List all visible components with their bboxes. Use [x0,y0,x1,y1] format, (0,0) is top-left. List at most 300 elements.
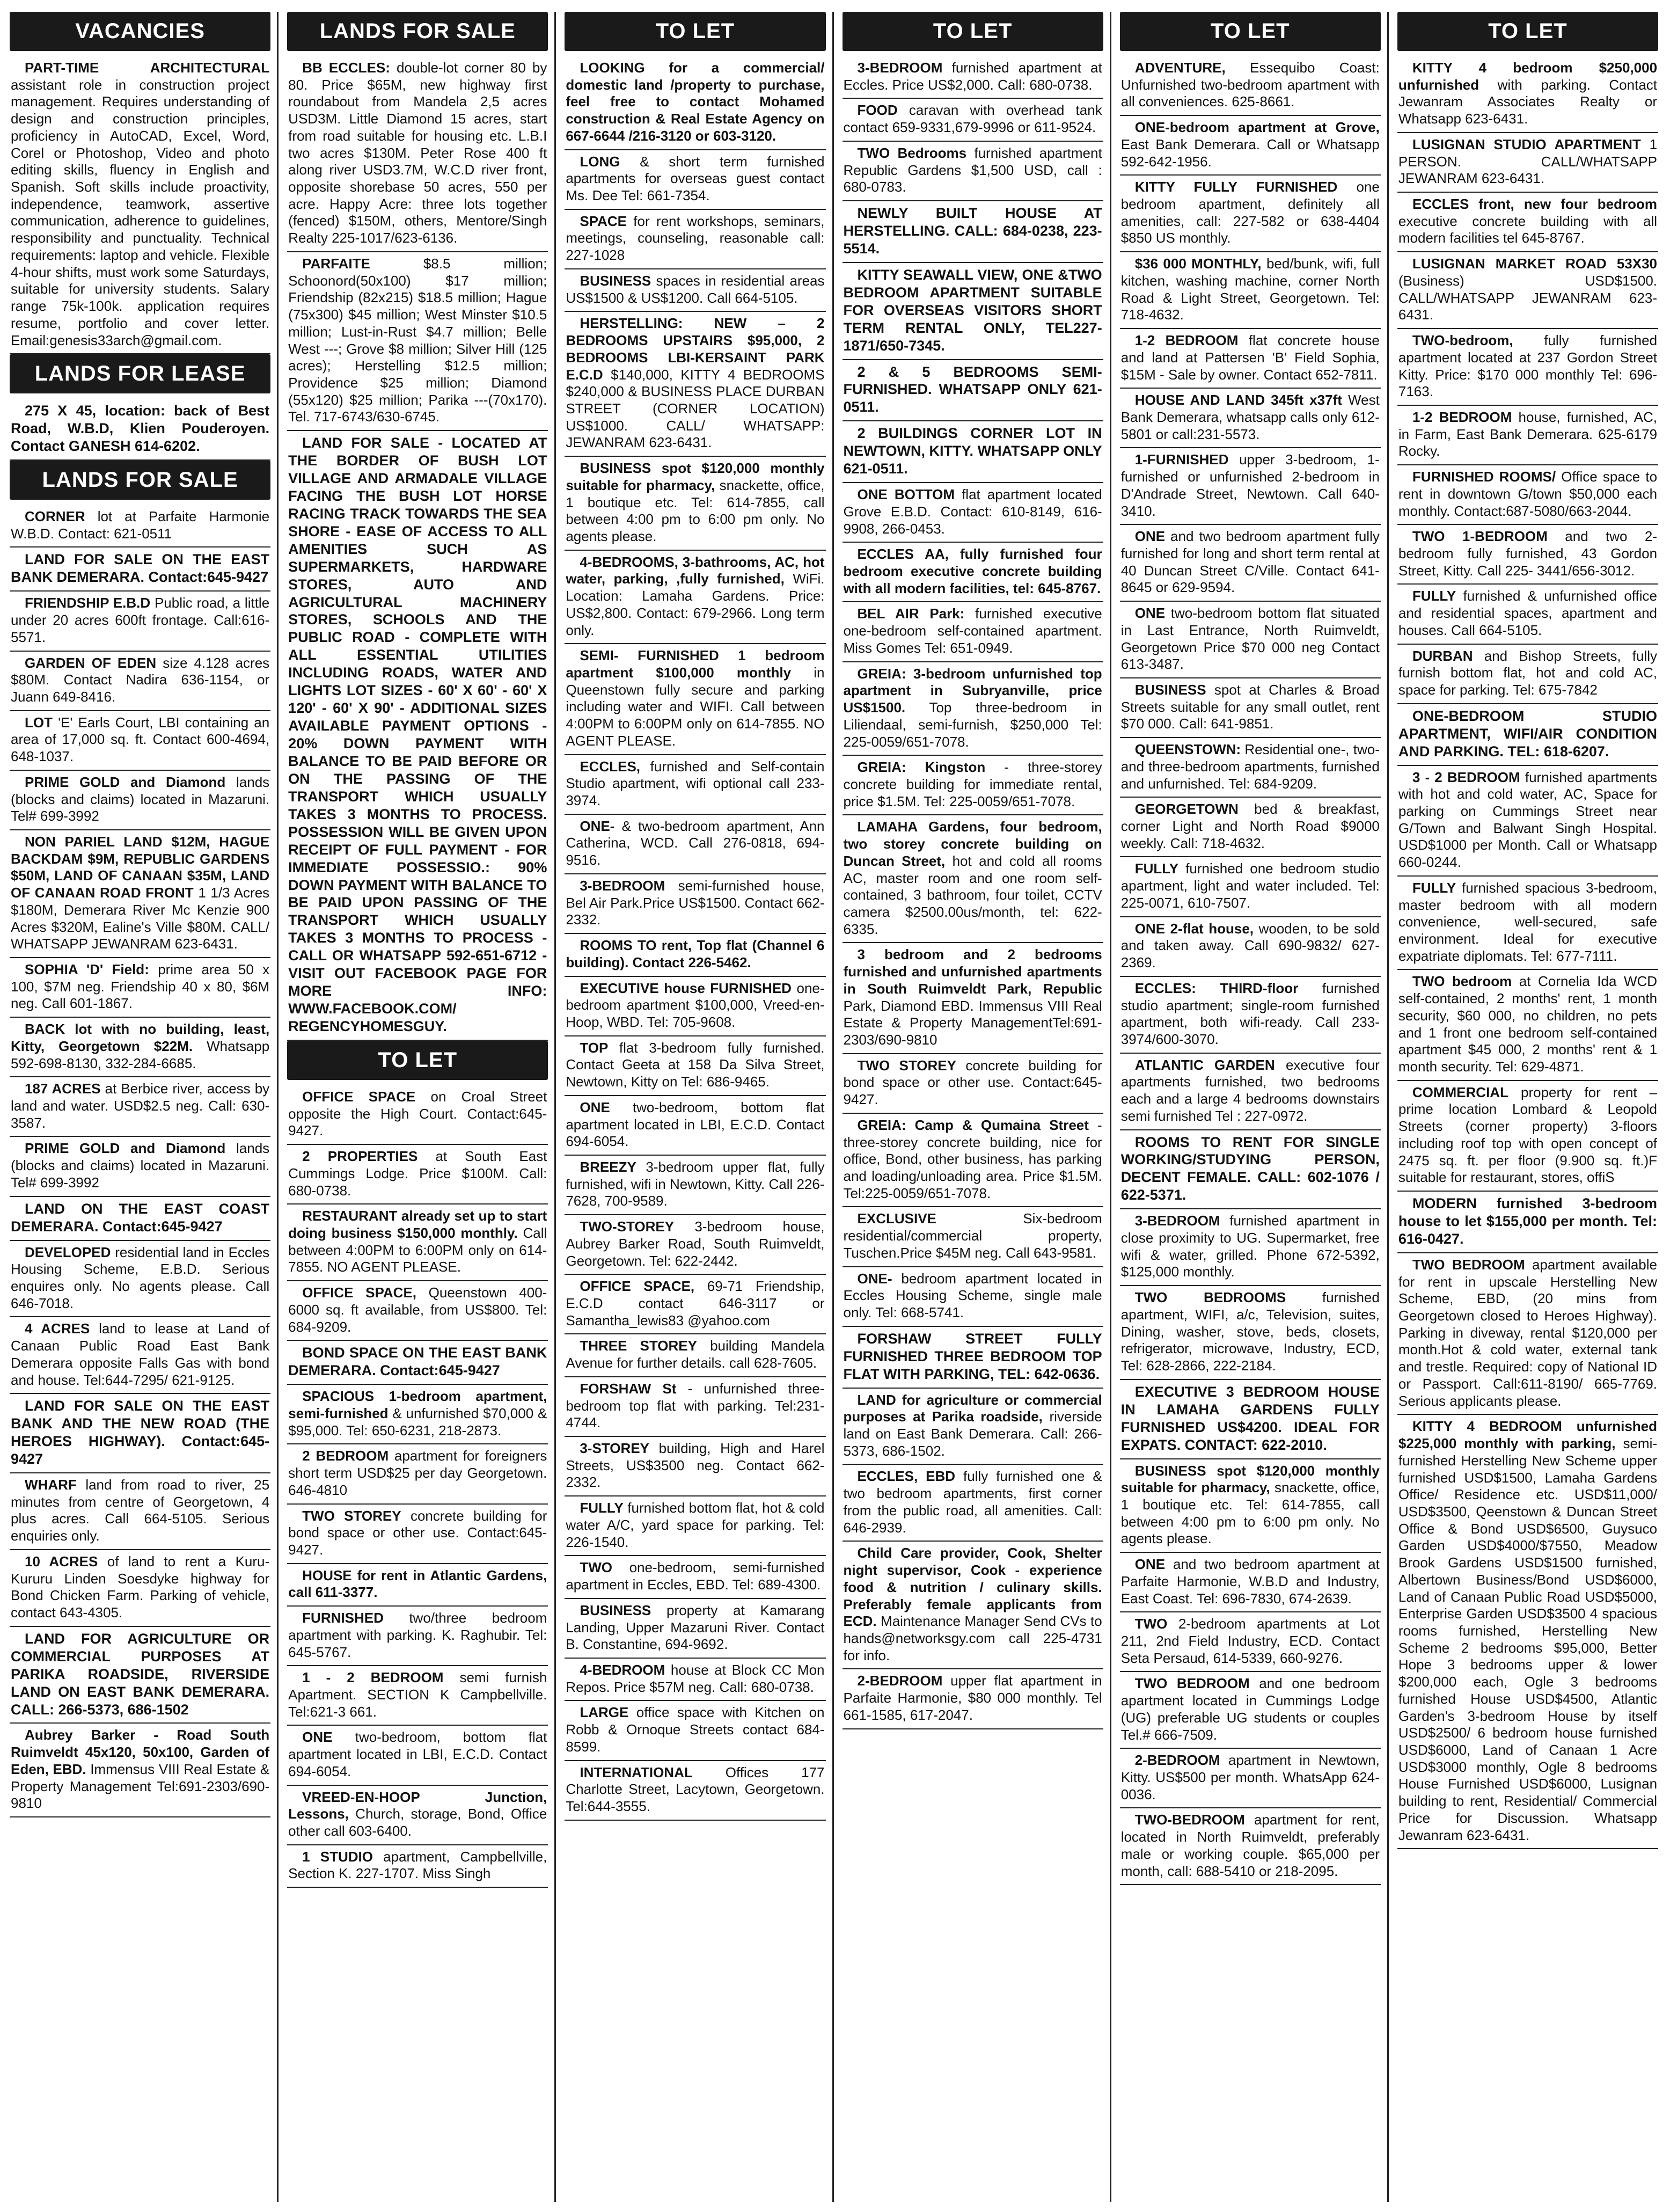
ad-body: furnished & unfurnished office and residential spaces, apartment and houses. Call 664-5105. [1398,588,1658,638]
ad-body: Six-bedroom residential/commercial property, Tuschen.Price $45M neg. Call 643-9581. [843,1210,1102,1261]
ad-body: fully furnished apartment located at 237 Gordon Street Kitty. Price: $170 000 monthly Tel: 696-7163. [1398,332,1658,400]
ad-lead: LAND for agriculture or commercial purposes at Parika roadside, [843,1391,1102,1425]
ad-body: lands (blocks and claims) located in Mazaruni. Tel# 699-3992 [11,773,270,824]
ad-body: - three-storey concrete building for immediate rental, price $1.5M. Tel: 225-0059/651-7078. [843,759,1102,809]
ad-lead: 1-2 BEDROOM [1412,408,1512,425]
ad-lead: SOPHIA 'D' Field: [25,961,149,977]
ad-body: double-lot corner 80 by 80. Price $65M, new highway first roundabout from Mandela 2,5 acres USD3M. Little Diamond 15 acres, start from road suitable for housing etc. L.B.I two acres $130M. Peter Rose 400 ft along river USD3.7M, W.C.D river front, opposite shorebase 50 acres, 550 per acre. Happy Acre: three lots together (fenced) $150M, others, Mentore/Singh Realty 225-1017/623-6136. [288,60,547,246]
classified-ad [287,1085,548,1145]
ad-body: 3-bedroom house, Aubrey Barker Road, South Ruimveldt, Georgetown. Tel: 622-2442. [566,1218,825,1269]
ad-body: one-bedroom, semi-furnished apartment in Eccles, EBD. Tel: 689-4300. [566,1559,825,1593]
ad-body: Essequibo Coast: Unfurnished two-bedroom apartment with all conveniences. 625-8661. [1120,60,1380,110]
ad-body: semi-furnished Herstelling New Scheme upper furnished USD$1500, Lamaha Gardens Office/ Residence etc. USD$11,000/ USD$3500, Qeenstown & Duncan Street Office & Bond USD$6500, Guysuco Garden USD$4000/$7550, Meadow Brook Gardens USD$1500 furnished, Albertown Business/Bond USD$6000, Land of Canaan Public Road USD$5000, Enterprise Garden USD$3500 4 spacious rooms furnished, Herstelling New Scheme 2 bedrooms $95,000, Better Hope 3 bedrooms upper & lower $200,000 each, Ogle 3 bedrooms furnished House USD$4500, Atlantic Garden's 3-bedroom House by itself USD$2500/ 6 bedroom house furnished USD$6000, Land of Canaan 1 Acre USD$3000 monthly, Ogle 8 bedrooms House Furnished USD$6000, Lusignan building to rent, Residential/ Commercial Price for Discussion. Whatsapp Jewanram 623-6431. [1398,1435,1658,1843]
classified-ad [287,1341,548,1385]
ad-body: Office space to rent in downtown G/town $50,000 each monthly. Contact:687-5080/663-2044. [1398,469,1658,519]
ad-body: furnished apartments with hot and cold water, AC, Space for parking on Cummings Street near G/Town and Balwant Singh Hospital. USD$1000 per Month. Call or Whatsapp 660-0244. [1398,769,1658,871]
classified-ad [1397,465,1658,525]
classified-ad [1120,176,1381,252]
classified-ad [1120,389,1381,448]
ad-lead: GREIA: 3-bedroom unfurnished top apartment in Subryanville, price US$1500. [843,665,1102,716]
ad-lead: OFFICE SPACE [302,1088,416,1105]
classified-ad [1397,766,1658,877]
ad-lead: DURBAN [1412,647,1473,664]
ad-lead: QUEENSTOWN: [1134,741,1241,758]
ad-lead: HOUSE for rent in Atlantic Gardens, call 611-3377. [288,1567,547,1601]
classified-ad [1120,525,1381,602]
ad-body: two-bedroom, bottom flat apartment located in LBI, E.C.D. Contact 694-6054. [566,1099,825,1150]
ad-lead: BUSINESS spot $120,000 monthly suitable for pharmacy, [566,460,825,493]
ad-body: caravan with overhead tank contact 659-9331,679-9996 or 611-9524. [843,102,1102,136]
classified-ad [10,505,270,547]
ad-lead: COMMERCIAL [1412,1084,1508,1100]
ad-lead: TWO bedroom [1412,973,1512,990]
ad-lead: LAND FOR AGRICULTURE OR COMMERCIAL PURPOSES AT PARIKA ROADSIDE, RIVERSIDE LAND ON EAST BANK DEMERARA. CALL: 266-5373, 686-1502 [11,1630,270,1718]
ad-lead: ONE [302,1729,333,1746]
ad-lead: GREIA: Kingston [857,759,986,776]
ad-lead: ONE [1134,528,1166,545]
classified-ad [843,421,1103,483]
ad-lead: THREE STOREY [580,1338,697,1354]
classified-ad [287,1564,548,1607]
classified-ad [10,547,270,592]
ad-body: fully furnished one & two bedroom apartments, first corner from the public road, all amenities. Call: 646-2939. [843,1468,1102,1536]
classified-ad [565,457,825,551]
classified-ad [1397,406,1658,465]
classified-ad [10,1137,270,1196]
ad-body: riverside land on East Bank Demerara. Call: 266-5373, 686-1502. [843,1408,1102,1459]
classified-ad [1397,193,1658,252]
ad-lead: ONE-bedroom apartment at Grove, [1134,119,1380,136]
classified-ad [287,56,548,252]
ad-lead: BB ECCLES: [302,60,390,76]
classified-ad [1397,252,1658,329]
ad-body: West Bank Demerara, whatsapp calls only 612-5801 or call:231-5573. [1120,392,1380,442]
ad-lead: 1 - 2 BEDROOM [302,1669,444,1686]
ad-body: apartment for rent, located in North Ruimveldt, preferably male or working couple. $65,000 per month, call: 688-5410 or 218-2095. [1120,1812,1380,1879]
section-header: LANDS FOR SALE [10,461,270,500]
classified-ad [843,483,1103,543]
ad-body: concrete building for bond space or other use. Contact:645-9427. [288,1507,547,1558]
ad-body: Church, storage, Bond, Office other call 603-6400. [288,1806,547,1839]
ad-body: spot at Charles & Broad Streets suitable for any small outlet, rent $70 000. Call: 641-9851. [1120,682,1380,732]
classified-ad [1397,970,1658,1081]
classified-ad [565,551,825,645]
classified-ad [10,1197,270,1241]
ad-body: Immensus VIII Real Estate & Property Management Tel:691-2303/690-9810 [11,1761,270,1812]
ad-lead: PRIME GOLD and Diamond [25,1140,226,1157]
section-header: TO LET [287,1041,548,1080]
ad-lead: TWO BEDROOM [1134,1675,1250,1692]
ad-lead: WHARF [25,1477,77,1493]
ad-lead: LAND FOR SALE - LOCATED AT THE BORDER OF BUSH LOT VILLAGE AND ARMADALE VILLAGE FACING THE BUSH LOT HORSE RACING TRACK TOWARDS THE SEA SHORE - EASE OF ACCESS TO ALL AMENITIES SUCH AS SUPERMARKETS, HARDWARE STORES, AUTO AND AGRICULTURAL MACHINERY STORES, SCHOOLS AND THE PUBLIC ROAD - COMPLETE WITH ALL ESSENTIAL UTILITIES INCLUDING ROADS, WATER AND LIGHTS LOT SIZES - 60' X 60' - 60' X 120' - 60' X 90' - ADDITIONAL SIZES AVAILABLE PAYMENT OPTIONS - 20% DOWN PAYMENT WITH BALANCE TO BE PAID BEFORE OR ON THE PASSING OF THE TRANSPORT WHICH USUALLY TAKES 3 MONTHS TO PROCESS. POSSESSION WILL BE GIVEN UPON RECEIPT OF FULL PAYMENT - FOR IMMEDIATE POSSESSIO.: 90% DOWN PAYMENT WITH BALANCE TO BE PAID UPON PASSING OF THE TRANSPORT WHICH USUALLY TAKES 3 MONTHS TO PROCESS - CALL OR WHATSAPP 592-651-6712 - VISIT OUT FACEBOOK PAGE FOR MORE INFO: WWW.FACEBOOK.COM/ REGENCYHOMESGUY. [288,435,547,1035]
ad-lead: ATLANTIC GARDEN [1134,1056,1275,1073]
classified-ad [1120,116,1381,176]
ad-lead: LOOKING for a commercial/ domestic land /property to purchase, feel free to contact Mohamed construction & Real Estate Agency on 667-6644 /216-3120 or 603-3120. [566,60,825,144]
ad-lead: 3 bedroom and 2 bedrooms furnished and unfurnished apartments in South Ruimveldt Park, Republic [843,946,1102,997]
classified-ad [10,56,270,354]
section-header: TO LET [1120,12,1381,51]
classified-ad [10,958,270,1018]
classified-column [838,12,1111,2202]
ad-body: one bedroom apartment, definitely all amenities, call: 227-582 or 638-4404 $850 US monthly. [1120,179,1380,246]
ad-body: wooden, to be sold and taken away. Call 690-9832/ 627-2369. [1120,920,1380,971]
classified-ad [565,210,825,269]
ad-body: Maintenance Manager Send CVs to hands@networksgy.com call 225-4731 for info. [843,1613,1102,1663]
ad-lead: TWO BEDROOMS [1134,1289,1286,1306]
ad-body: flat concrete house and land at Pattersen 'B' Field Sophia, $15M - Sale by owner. Contact 652-7811. [1120,332,1380,383]
ad-body: 1 1/3 Acres $180M, Demerara River Mc Kenzie 900 Acres $320M, Ealine's Ville $80M. CALL/ WHATSAPP JEWANRAM 623-6431. [11,885,270,952]
classified-ad [565,934,825,976]
ad-lead: 4 ACRES [25,1320,90,1337]
ad-lead: 3-BEDROOM [857,60,943,76]
ad-lead: 4-BEDROOMS, 3-bathrooms, AC, hot water, parking, ,fully furnished, [566,553,825,587]
ad-lead: ECCLES front, new four bedroom [1412,196,1658,213]
classified-ad [287,1281,548,1341]
ad-body: 1 PERSON. CALL/WHATSAPP JEWANRAM 623-6431. [1398,136,1658,187]
ad-body: Call between 4:00PM to 6:00PM only on 614-7855. NO AGENT PLEASE. [288,1225,547,1275]
classified-ad [287,1726,548,1785]
section-header: LANDS FOR SALE [287,12,548,51]
ad-body: hot and cold all rooms AC, master room and one room self-contained, 3 bathroom, four toilet, CCTV camera $2500.00us/month, tel: 622-6335. [843,852,1102,937]
classified-ad [1120,1209,1381,1286]
ad-lead: ONE- [857,1270,892,1287]
ad-body: at South East Cummings Lodge. Price $100M. Call: 680-0738. [288,1148,547,1199]
classified-ad [10,399,270,461]
classified-ad [287,1145,548,1204]
ad-body: & short term furnished apartments for overseas guest contact Ms. Dee Tel: 661-7354. [566,153,825,204]
ad-lead: PART-TIME ARCHITECTURAL [25,60,270,76]
ad-body: $140,000, KITTY 4 BEDROOMS $240,000 & BUSINESS PLACE DURBAN STREET (CORNER LOCATION) US$1000. CALL/ WHATSAPP: JEWANRAM 623-6431. [566,366,825,451]
classified-ad [565,269,825,312]
ad-lead: BUSINESS spot $120,000 monthly suitable for pharmacy, [1120,1462,1380,1496]
ad-body: office space with Kitchen on Robb & Ornoque Streets contact 684-8599. [566,1704,825,1755]
classified-ad [1120,602,1381,678]
ad-body: - three-storey concrete building, nice for office, Bond, other business, has parking and loading/unloading area. Price $1.5M. Tel:225-0059/651-7078. [843,1116,1102,1201]
ad-lead: ECCLES: THIRD-floor [1134,980,1299,996]
classified-ad [1120,448,1381,525]
classified-ad [565,1215,825,1275]
ad-body: in Queenstown fully secure and parking including water and WIFI. Call between 4:00PM to 6:00PM only on 614-7855. NO AGENT PLEASE. [566,665,825,749]
ad-lead: PARFAITE [302,255,370,272]
ad-body: of land to rent a Kuru-Kururu Linden Soesdyke highway for Bond Chicken Farm. Parking of vehicle, contact 643-4305. [11,1553,270,1621]
ad-body: furnished spacious 3-bedroom, master bedroom with all modern convenience, well-secured, safe environment. Ideal for executive expatriate diplomats. Tel: 677-7111. [1398,879,1658,964]
ad-lead: TWO-STOREY [580,1218,675,1235]
ad-body: assistant role in construction project management. Requires understanding of design and construction principles, proficiency in AutoCAD, Excel, Word, Corel or Photoshop, Video and photo editing skills, fluency in English and Spanish. Soft skills include proactivity, independence, teamwork, assertive communication, adherence to guidelines, responsibility and punctuality. Technical requirements: laptop and vehicle. Flexible 4-hour shifts, must work some Saturdays, suitable for university students. Salary range 75k-100k. application requires resume, portfolio and cover letter. Email:genesis33arch@gmail.com. [11,76,270,348]
ad-body: for rent workshops, seminars, meetings, counseling, reasonable call: 227-1028 [566,213,825,264]
ad-body: concrete building for bond space or other use. Contact:645-9427. [843,1057,1102,1108]
classified-ad [843,1542,1103,1669]
classified-ad [843,1669,1103,1729]
ad-lead: 2-BEDROOM [1134,1752,1220,1769]
ad-lead: FORSHAW St [580,1380,677,1397]
ad-body: snackette, office, 1 boutique etc. Tel: 614-7855, call between 4:00 pm to 6:00 pm only. No agents please. [566,477,825,544]
ad-body: furnished bottom flat, hot & cold water A/C, yard space for parking. Tel: 226-1540. [566,1500,825,1550]
ad-body: on Croal Street opposite the High Court. Contact:645-9427. [288,1088,547,1139]
section-header: TO LET [565,12,825,51]
ad-lead: INTERNATIONAL [580,1764,693,1780]
ad-body: furnished apartment, WIFI, a/c, Television, suites, Dining, washer, stove, beds, closets, refrigerator, microwave, Industry, ECD, Tel: 628-2866, 222-2184. [1120,1289,1380,1374]
ad-lead: HERSTELLING: NEW – 2 BEDROOMS UPSTAIRS $95,000, 2 BEDROOMS LBI-KERSAINT PARK E.C.D [566,315,825,383]
ad-lead: DEVELOPED [25,1244,111,1260]
classified-ad [565,1156,825,1215]
ad-body: residential land in Eccles Housing Scheme, E.B.D. Serious enquires only. No agents please. Call 646-7018. [11,1244,270,1311]
ad-body: 'E' Earls Court, LBI containing an area of 17,000 sq. ft. Contact 600-4694, 648-1037. [11,714,270,765]
classified-ad [10,771,270,830]
classified-ad [843,99,1103,141]
ad-body: Offices 177 Charlotte Street, Lacytown, Georgetown. Tel:644-3555. [566,1764,825,1814]
ad-lead: BACK lot with no building, least, Kitty, Georgetown $22M. [11,1021,270,1054]
classified-ad [843,543,1103,602]
ad-lead: NEWLY BUILT HOUSE AT HERSTELLING. CALL: 684-0238, 223-5514. [843,205,1102,257]
ad-body: furnished studio apartment; single-room furnished apartment, both wifi-ready. Call 233-3974/600-3070. [1120,980,1380,1047]
ad-body: two/three bedroom apartment with parking. K. Raghubir. Tel: 645-5767. [288,1610,547,1660]
classified-ad [843,662,1103,756]
classified-ad [10,1394,270,1473]
ad-lead: PRIME GOLD and Diamond [25,773,226,790]
ad-lead: LONG [580,153,620,170]
ad-lead: HOUSE AND LAND 345ft x37ft [1134,392,1342,408]
ad-lead: SPACIOUS 1-bedroom apartment, semi-furnished [288,1388,547,1421]
ad-lead: ECCLES AA, fully furnished four bedroom executive concrete building with all modern facilities, tel: 645-8767. [843,546,1102,596]
classified-ad [565,644,825,755]
ad-body: 2-bedroom apartments at Lot 211, 2nd Field Industry, ECD. Contact Seta Persaud, 614-5339, 660-9276. [1120,1616,1380,1666]
ad-lead: ONE 2-flat house, [1134,920,1254,937]
ad-body: East Bank Demerara. Call or Whatsapp 592-642-1956. [1120,136,1380,170]
ad-lead: GREIA: Camp & Qumaina Street [857,1116,1089,1133]
classified-ad [565,1659,825,1701]
ad-lead: LARGE [580,1704,629,1721]
ad-lead: LUSIGNAN STUDIO APARTMENT [1412,136,1641,152]
ad-lead: LAND FOR SALE ON THE EAST BANK AND THE NEW ROAD (THE HEROES HIGHWAY). Contact:645-9427 [11,1398,270,1468]
classified-ad [287,1607,548,1666]
ad-lead: ONE- [580,817,615,834]
ad-body: building Mandela Avenue for further details. call 628-7605. [566,1338,825,1371]
classified-ad [287,431,548,1041]
classified-ad [565,755,825,815]
ad-lead: FULLY [1412,588,1456,604]
ad-lead: ONE [1134,605,1166,622]
ad-lead: FULLY [1134,860,1179,877]
ad-body: WiFi. Location: Lamaha Gardens. Price: US$2,800. Contact: 679-2966. Long term only. [566,571,825,638]
ad-lead: ONE [580,1099,610,1115]
ad-lead: EXECUTIVE 3 BEDROOM HOUSE IN LAMAHA GARDENS FULLY FURNISHED US$4200. IDEAL FOR EXPATS. CONTACT: 622-2010. [1120,1383,1380,1453]
classified-ad [565,1556,825,1598]
ad-body: house at Block CC Mon Repos. Price $57M neg. Call: 680-0738. [566,1661,825,1695]
ad-lead: FORSHAW STREET FULLY FURNISHED THREE BEDROOM TOP FLAT WITH PARKING, TEL: 642-0636. [843,1330,1102,1382]
classified-ad [1397,329,1658,406]
ad-body: furnished one bedroom studio apartment, light and water included. Tel: 225-0071, 610-7507. [1120,860,1380,911]
section-header: LANDS FOR LEASE [10,354,270,393]
ad-body: semi furnish Apartment. SECTION K Campbellville. Tel:621-3 661. [288,1669,547,1720]
ad-body: flat 3-bedroom fully furnished. Contact Geeta at 158 Da Silva Street, Newtown, Kitty on Tel: 686-9465. [566,1039,825,1090]
ad-lead: FULLY [1412,879,1456,896]
ad-lead: TWO STOREY [857,1057,956,1074]
classified-ad [1397,133,1658,193]
classified-ad [287,1505,548,1564]
ad-body: house, furnished, AC, in Farm, East Bank Demerara. 625-6179 Rocky. [1398,408,1658,459]
ad-lead: BUSINESS [580,272,651,289]
ad-body: Public road, a little under 20 acres 600ft frontage. Call:616-5571. [11,595,270,645]
ad-lead: 275 X 45, location: back of Best Road, W.B.D, Klien Pouderoyen. Contact GANESH 614-6202. [11,403,270,455]
ad-body: - unfurnished three-bedroom top flat with parking. Tel:231-4744. [566,1380,825,1431]
ad-body: snackette, office, 1 boutique etc. Tel: 614-7855, call between 4:00 pm to 6:00 pm only. No agents please. [1120,1479,1380,1547]
ad-lead: EXCLUSIVE [857,1210,936,1227]
ad-body: and two bedroom apartment at Parfaite Harmonie, W.B.D and Industry, East Coast. Tel: 696-7830, 674-2639. [1120,1556,1380,1607]
classified-ad [287,252,548,431]
ad-body: Park, Diamond EBD. Immensus VIII Real Estate & Property ManagementTel:691-2303/690-9810 [843,997,1102,1048]
ad-body: prime area 50 x 100, $7M neg. Friendship 40 x 80, $6M neg. Call 601-1867. [11,961,270,1012]
ad-lead: 3 - 2 BEDROOM [1412,769,1520,785]
ad-body: (Business) USD$1500. CALL/WHATSAPP JEWANRAM 623-6431. [1398,272,1658,323]
ad-body: land to lease at Land of Canaan Public Road East Bank Demerara opposite Falls Gas with bond and house. Tel:644-7295/ 621-9125. [11,1320,270,1388]
ad-body: upper 3-bedroom, 1-furnished or unfurnished 2-bedroom in D'Andrade Street, Newtown. Call 640-3410. [1120,451,1380,519]
classified-ad [10,1077,270,1137]
ad-body: furnished apartment at Eccles. Price US$2,000. Call: 680-0738. [843,60,1102,93]
classified-ad [1120,798,1381,857]
ad-body: and two 2-bedroom fully furnished, 43 Gordon Street, Kitty. Call 225- 3441/656-3012. [1398,528,1658,579]
ad-body: upper flat apartment in Parfaite Harmonie, $80 000 monthly. Tel 661-1585, 617-2047. [843,1673,1102,1723]
classified-ad [843,1327,1103,1389]
classified-ad [10,711,270,771]
ad-lead: BREEZY [580,1158,636,1175]
ad-lead: KITTY FULLY FURNISHED [1134,179,1338,195]
classified-ad [10,1724,270,1817]
ad-body: Whatsapp 592-698-8130, 332-284-6685. [11,1038,270,1071]
ad-body: Queenstown 400-6000 sq. ft available, from US$800. Tel: 684-9209. [288,1284,547,1335]
classified-ad [565,1437,825,1496]
classified-ad [843,201,1103,263]
ad-body: bedroom apartment located in Eccles Housing Scheme, single male only. Tel: 668-5741. [843,1270,1102,1321]
ad-lead: LAND ON THE EAST COAST DEMERARA. Contact:645-9427 [11,1200,270,1235]
ad-lead: ONE BOTTOM [857,486,955,503]
ad-body: bed & breakfast, corner Light and North Road $9000 weekly. Call: 718-4632. [1120,801,1380,851]
classified-column [5,12,279,2202]
classified-ad [1120,1130,1381,1210]
classified-ad [1120,917,1381,977]
ad-body: with parking. Contact Jewanram Associates Realty or Whatsapp 623-6431. [1398,76,1658,127]
classified-column [283,12,556,2202]
ad-lead: FOOD [857,102,898,119]
classified-ad [843,263,1103,360]
ad-lead: FURNISHED ROOMS/ [1412,469,1556,485]
ad-lead: TOP [580,1039,609,1056]
ad-lead: ONE [1134,1556,1166,1573]
ad-body: two-bedroom bottom flat situated in Last Entrance, North Ruimveldt, Georgetown Price $70 000 neg Contact 613-3487. [1120,605,1380,673]
ad-lead: LOT [25,714,53,731]
classified-ad [10,592,270,651]
ad-lead: TWO-bedroom, [1412,332,1513,349]
classified-ad [565,1599,825,1659]
ad-body: apartment in Newtown, Kitty. US$500 per month. WhatsApp 624-0036. [1120,1752,1380,1802]
classified-ad [843,1465,1103,1542]
classified-ad [1120,857,1381,917]
ad-body: two-bedroom, bottom flat apartment located in LBI, E.C.D. Contact 694-6054. [288,1729,547,1779]
classified-ad [1120,1459,1381,1553]
classified-column [1393,12,1665,2202]
ad-body: one-bedroom apartment $100,000, Vreed-en-Hoop, WBD. Tel: 705-9608. [566,980,825,1030]
ad-lead: ECCLES, EBD [857,1468,956,1485]
classified-ad [1120,1286,1381,1380]
classified-ad [1120,1380,1381,1459]
classified-ad [843,1054,1103,1114]
classified-ad [1120,1054,1381,1130]
classified-ad [843,56,1103,99]
ad-lead: TWO 1-BEDROOM [1412,528,1548,545]
ad-body: property for rent – prime location Lombard & Leopold Streets (corner property) 3-floors including roof top with open concept of 2475 sq. ft. per floor (9.900 sq. ft.)F suitable for restaurant, stores, offiS [1398,1084,1658,1186]
ad-body: & unfurnished $70,000 & $95,000. Tel: 650-6231, 218-2873. [288,1405,547,1439]
classified-ad [565,1761,825,1821]
classified-ad [565,1334,825,1377]
ad-lead: TWO Bedrooms [857,144,967,161]
ad-body: lot at Parfaite Harmonie W.B.D. Contact: 621-0511 [11,508,270,542]
ad-body: Residential one-, two- and three-bedroom apartments, furnished and unfurnished. Tel: 684-9209. [1120,741,1380,792]
ad-lead: SPACE [580,213,627,229]
ad-lead: 3-BEDROOM [580,877,665,894]
ad-lead: 1-2 BEDROOM [1134,332,1239,349]
ad-body: apartment available for rent in upscale Herstelling New Scheme, EBD, (20 mins from Georgetown closed to Heroes Highway). Parking in diveway, rental $120,000 per month.Hot & cold water, external tank and trestle. Required: copy of National ID or Passport. Call:611-8190/ 665-7769. Serious applicants please. [1398,1256,1658,1409]
ad-lead: ADVENTURE, [1134,60,1226,76]
ad-lead: TWO STOREY [302,1507,401,1524]
classified-ad [10,1317,270,1394]
classified-ad [843,1207,1103,1267]
ad-body: at Berbice river, access by land and water. USD$2.5 neg. Call: 630-3587. [11,1081,270,1131]
ad-body: spaces in residential areas US$1500 & US$1200. Call 664-5105. [566,272,825,306]
ad-body: furnished apartment in close proximity to UG. Supermarket, free wifi & water, grilled. Phone 672-5392, $125,000 monthly. [1120,1213,1380,1280]
ad-lead: 187 ACRES [25,1081,101,1097]
classified-ad [565,1377,825,1437]
ad-lead: BOND SPACE ON THE EAST BANK DEMERARA. Contact:645-9427 [288,1345,547,1379]
classified-ad [565,1096,825,1156]
classified-ad [1397,1415,1658,1849]
ad-body: apartment, Campbellville, Section K. 227-1707. Miss Singh [288,1848,547,1882]
ad-lead: KITTY 4 bedroom $250,000 unfurnished [1398,60,1658,93]
ad-body: semi-furnished house, Bel Air Park.Price US$1500. Contact 662-2332. [566,877,825,928]
ad-lead: GARDEN OF EDEN [25,654,157,671]
ad-body: $8.5 million; Schoonord(50x100) $17 million; Friendship (82x215) $18.5 million; Hague (75x300) $45 million; West Minster $10.5 million; Lust-in-Rust $4.7 million; Belle West ---; Grove $8 million; Silver Hill (125 acres); Herstelling $12.5 million; Providence $25 million; Diamond (55x120) $25 million; Parika ---(70x170). Tel. 717-6743/630-6745. [288,255,547,425]
ad-lead: 1-FURNISHED [1134,451,1229,468]
ad-lead: OFFICE SPACE, [580,1278,695,1295]
classified-ad [10,1627,270,1724]
ad-lead: Aubrey Barker - Road South Ruimveldt 45x120, 50x100, Garden of Eden, EBD. [11,1727,270,1777]
ad-body: and one bedroom apartment located in Cummings Lodge (UG) preferable UG students or couples Tel.# 666-7509. [1120,1675,1380,1743]
classified-ad [843,602,1103,662]
ad-lead: ECCLES, [580,758,641,775]
ad-body: and two bedroom apartment fully furnished for long and short term rental at 40 Duncan Street C/Ville. Contact 641-8645 or 629-9594. [1120,528,1380,596]
classified-ad [565,1701,825,1761]
ad-lead: LAND FOR SALE ON THE EAST BANK DEMERARA. Contact:645-9427 [11,551,270,586]
ad-body: 69-71 Friendship, E.C.D contact 646-3117 or Samantha_lewis83 @yahoo.com [566,1278,825,1328]
ad-lead: 2 BEDROOM [302,1448,389,1464]
classified-column [560,12,833,2202]
ad-lead: $36 000 MONTHLY, [1134,255,1262,272]
classified-ad [1397,704,1658,766]
classified-ad [843,815,1103,943]
classified-ad [1397,1253,1658,1415]
section-header: VACANCIES [10,12,270,51]
ad-lead: 4-BEDROOM [580,1661,665,1678]
ad-lead: LAMAHA Gardens, four bedroom, two storey concrete building on Duncan Street, [843,819,1102,869]
ad-lead: 2-BEDROOM [857,1673,943,1689]
classified-ad [10,1018,270,1077]
classified-ad [565,1036,825,1096]
classified-ad [287,1444,548,1504]
classified-ad [565,150,825,210]
classified-ad [565,1496,825,1556]
classified-ad [1120,329,1381,389]
ad-lead: TWO [580,1559,612,1576]
classified-ad [1120,1808,1381,1885]
classified-ad [565,874,825,934]
